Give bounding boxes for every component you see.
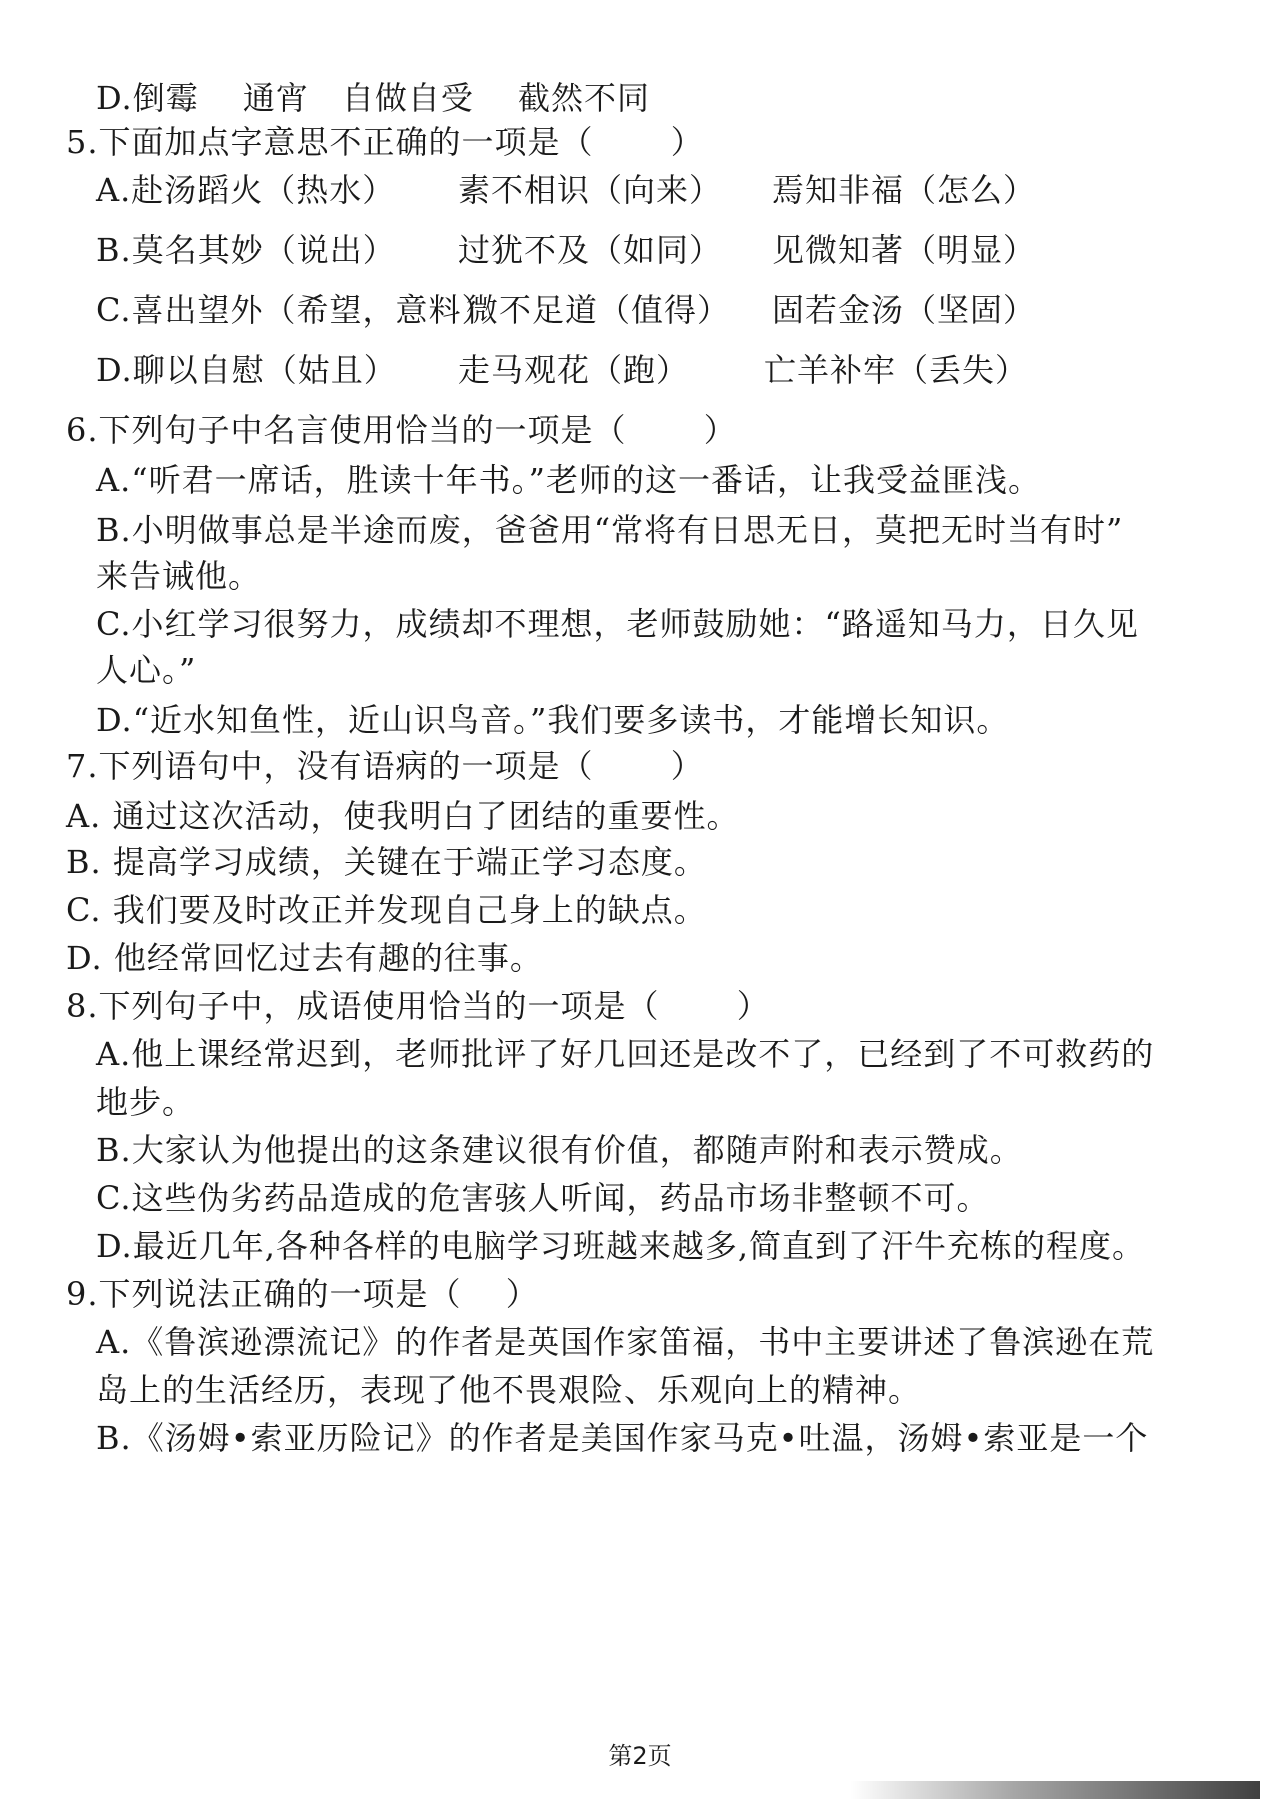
q7-option-d: D. 他经常回忆过去有趣的往事。: [66, 939, 543, 977]
q5-option-c-1: C.喜出望外（希望，意料）: [96, 291, 495, 329]
q5-option-row-b: [0, 230, 1280, 270]
q8-option-a-line1: A.他上课经常迟到，老师批评了好几回还是改不了，已经到了不可救药的: [96, 1035, 1155, 1073]
q5-option-row-c: [0, 290, 1280, 330]
page-number: 第2页: [608, 1742, 672, 1770]
question-8-stem: 8.下列句子中，成语使用恰当的一项是（ ）: [66, 987, 770, 1025]
question-9-stem: 9.下列说法正确的一项是（ ）: [66, 1275, 539, 1313]
q9-option-b-line1: B.《汤姆•索亚历险记》的作者是美国作家马克•吐温，汤姆•索亚是一个: [96, 1419, 1149, 1457]
q6-option-d: D.“近水知鱼性，近山识鸟音。”我们要多读书，才能增长知识。: [96, 701, 1010, 739]
q6-option-b-line1: B.小明做事总是半途而废，爸爸用“常将有日思无日，莫把无时当有时”: [96, 511, 1124, 549]
q5-option-d-2: 走马观花（跑）: [458, 351, 690, 389]
q5-option-a-2: 素不相识（向来）: [458, 171, 723, 209]
q5-option-a-1: A.赴汤蹈火（热水）: [96, 171, 396, 209]
q7-option-c: C. 我们要及时改正并发现自己身上的缺点。: [66, 891, 707, 929]
question-6-stem: 6.下列句子中名言使用恰当的一项是（ ）: [66, 411, 737, 449]
q5-option-c-3: 固若金汤（坚固）: [772, 291, 1037, 329]
q5-option-d-1: D.聊以自慰（姑且）: [96, 351, 397, 389]
q6-option-c-line2: 人心。”: [96, 651, 197, 689]
q8-option-b: B.大家认为他提出的这条建议很有价值，都随声附和表示赞成。: [96, 1131, 1023, 1169]
q5-option-b-2: 过犹不及（如同）: [458, 231, 723, 269]
q6-option-c-line1: C.小红学习很努力，成绩却不理想，老师鼓励她：“路遥知马力，日久见: [96, 605, 1139, 643]
q5-option-b-3: 见微知著（明显）: [772, 231, 1037, 269]
q5-option-row-a: [0, 170, 1280, 210]
question-5-stem: 5.下面加点字意思不正确的一项是（ ）: [66, 123, 704, 161]
q4-option-d: D.倒霉 通宵 自做自受 截然不同: [96, 79, 651, 117]
q7-option-a: A. 通过这次活动，使我明白了团结的重要性。: [66, 797, 740, 835]
scan-edge-shadow: [850, 1781, 1260, 1799]
q7-option-b: B. 提高学习成绩，关键在于端正学习态度。: [66, 843, 707, 881]
q9-option-a-line1: A.《鲁滨逊漂流记》的作者是英国作家笛福，书中主要讲述了鲁滨逊在荒: [96, 1323, 1155, 1361]
q8-option-a-line2: 地步。: [96, 1083, 196, 1121]
q8-option-d: D.最近几年,各种各样的电脑学习班越来越多,简直到了汗牛充栋的程度。: [96, 1227, 1146, 1265]
question-7-stem: 7.下列语句中，没有语病的一项是（ ）: [66, 747, 704, 785]
q6-option-b-line2: 来告诫他。: [96, 557, 262, 595]
q8-option-c: C.这些伪劣药品造成的危害骇人听闻，药品市场非整顿不可。: [96, 1179, 990, 1217]
q5-option-b-1: B.莫名其妙（说出）: [96, 231, 396, 269]
q5-option-row-d: [0, 350, 1280, 390]
q5-option-c-2: 微不足道（值得）: [466, 291, 731, 329]
q6-option-a: A.“听君一席话，胜读十年书。”老师的这一番话，让我受益匪浅。: [96, 461, 1042, 499]
q5-option-d-3: 亡羊补牢（丢失）: [764, 351, 1029, 389]
q9-option-a-line2: 岛上的生活经历，表现了他不畏艰险、乐观向上的精神。: [96, 1371, 922, 1409]
q5-option-a-3: 焉知非福（怎么）: [772, 171, 1037, 209]
